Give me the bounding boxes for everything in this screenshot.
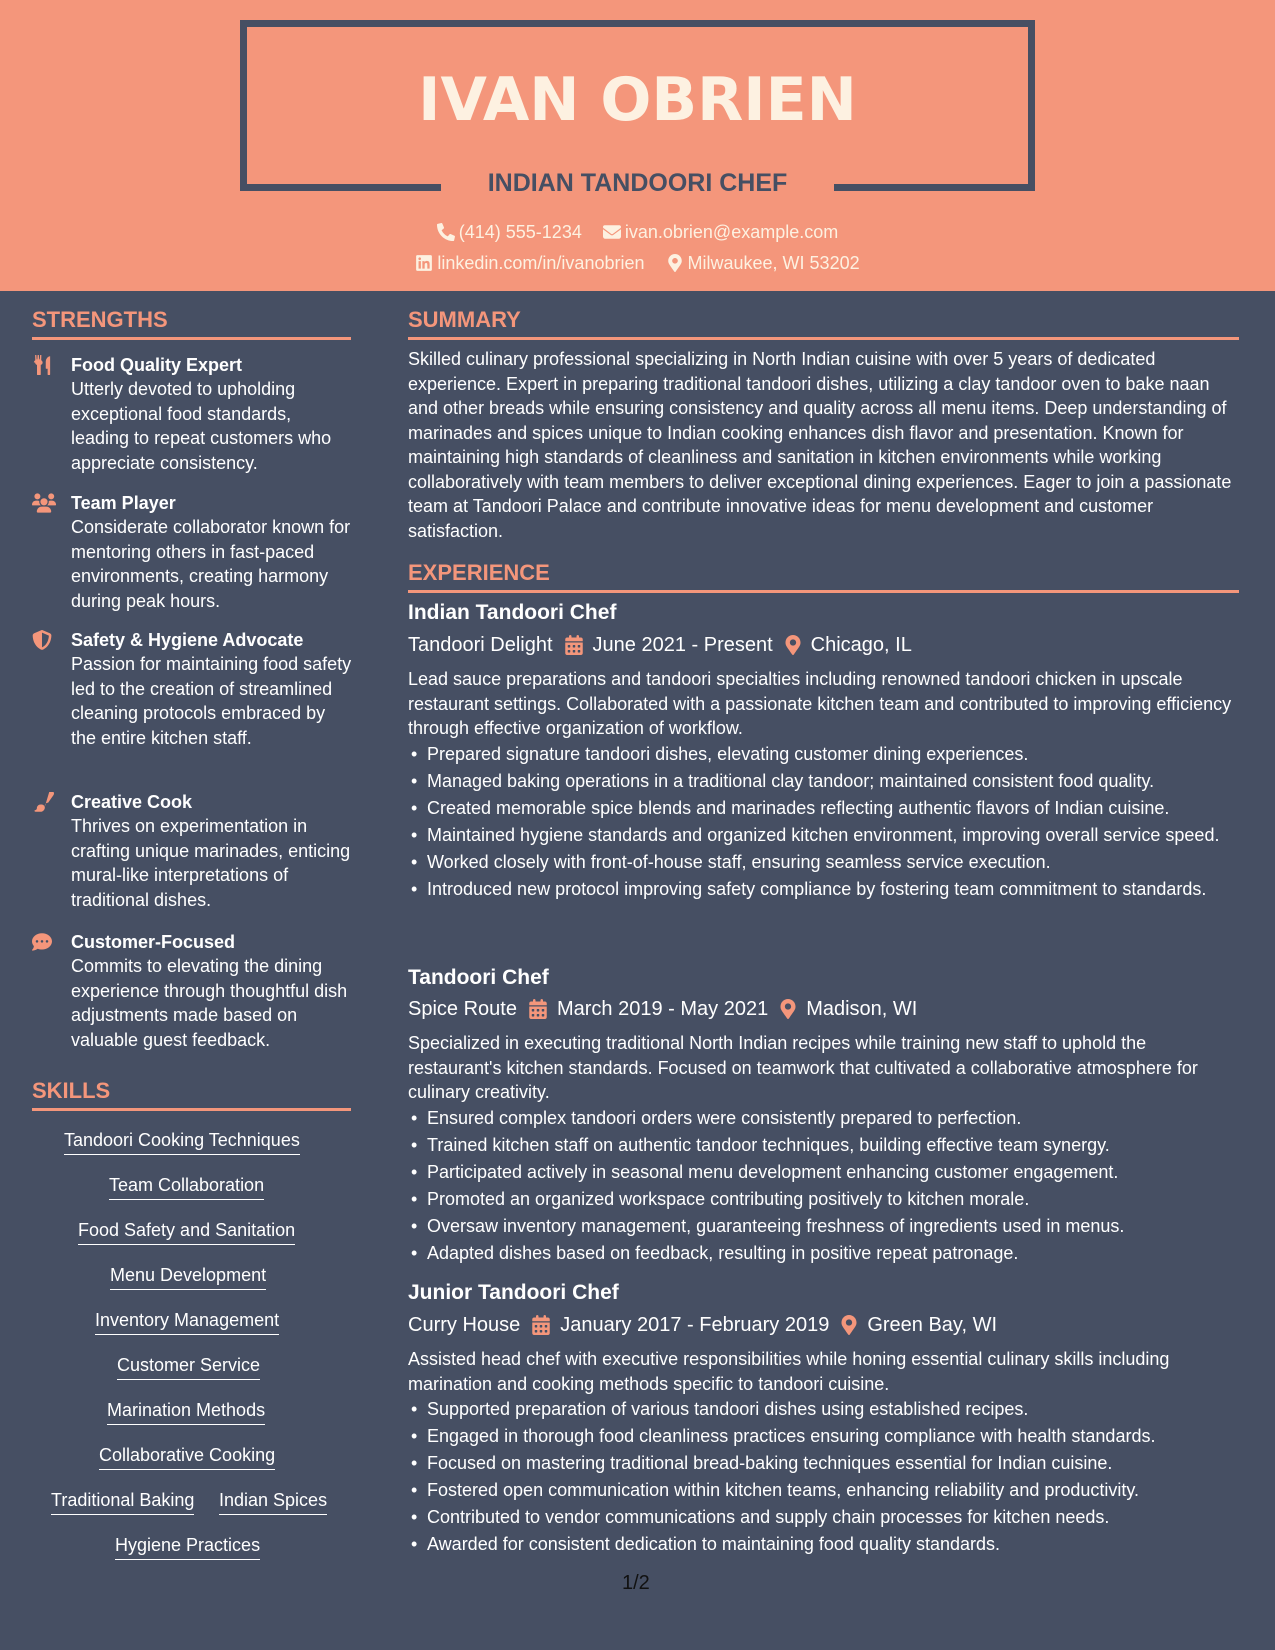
bullet-item: • Maintained hygiene standards and organized kitchen environment, improving overall service speed.: [408, 823, 1238, 847]
job-location: Green Bay, WI: [867, 1314, 997, 1336]
skill-tag: Traditional Baking: [51, 1488, 194, 1515]
skill-tag: Customer Service: [117, 1353, 260, 1380]
skill-tag: Team Collaboration: [109, 1173, 264, 1200]
calendar-icon: [532, 1315, 550, 1335]
candidate-name: IVAN OBRIEN: [418, 65, 857, 135]
job-role: Indian Tandoori Chef: [408, 601, 617, 624]
strength-title: Creative Cook: [71, 792, 193, 812]
job-role: Tandoori Chef: [408, 966, 549, 989]
bullet-item: • Contributed to vendor communications and supply chain processes for kitchen needs.: [408, 1505, 1238, 1529]
bullet-item: • Prepared signature tandoori dishes, elevating customer dining experiences.: [408, 742, 1238, 766]
strength-description: Commits to elevating the dining experience through thoughtful dish adjustments made based on valuable guest feedback.: [71, 956, 348, 1050]
linkedin-text[interactable]: linkedin.com/in/ivanobrien: [437, 253, 645, 273]
company-name: Spice Route: [408, 998, 517, 1020]
email-text[interactable]: ivan.obrien@example.com: [624, 222, 839, 242]
strength-title: Safety & Hygiene Advocate: [71, 630, 304, 650]
summary-text: Skilled culinary professional specializing in North Indian cuisine with over 5 years of dedicated experience. Expert in preparing traditional tandoori dishes, utilizing a clay tandoor oven to bake naan and other breads while ensuring consistency and quality across all menu items. Deep understanding of marinades and spices unique to Indian cooking enhances dish flavor and presentation. Known for maintaining high standards of cleanliness and sanitation in kitchen environments while working collaboratively with team members to deliver exceptional dining experiences. Eager to join a passionate team at Tandoori Palace and contribute innovative ideas for menu development and customer satisfaction.: [408, 349, 1232, 541]
contact-line-1: [0, 220, 1275, 247]
bullet-item: • Ensured complex tandoori orders were consistently prepared to perfection.: [408, 1106, 1238, 1130]
job-description: Specialized in executing traditional North Indian recipes while training new staff to uphold the restaurant's kitchen standards. Focused on teamwork that cultivated a collaborative atmosphere for culinary creativity.: [408, 1033, 1198, 1102]
job-description: Assisted head chef with executive responsibilities while honing essential culinary skills including marination and cooking methods specific to tandoori cuisine.: [408, 1349, 1170, 1394]
location-pin-icon: [666, 254, 684, 272]
strength-item: [32, 790, 352, 912]
strength-description: Considerate collaborator known for mentoring others in fast-paced environments, creating harmony during peak hours.: [71, 517, 351, 611]
skill-tag: Indian Spices: [219, 1488, 327, 1515]
skill-tag: Hygiene Practices: [115, 1533, 260, 1560]
summary-divider: [408, 337, 1239, 340]
job-title: INDIAN TANDOORI CHEF: [487, 169, 788, 197]
strength-description: Utterly devoted to upholding exceptional food standards, leading to repeat customers who appreciate consistency.: [71, 379, 332, 473]
utensils-icon: [32, 355, 56, 375]
bullet-item: • Participated actively in seasonal menu development enhancing customer engagement.: [408, 1160, 1238, 1184]
bullet-item: • Fostered open communication within kitchen teams, enhancing reliability and productivity.: [408, 1478, 1238, 1502]
bullet-item: • Supported preparation of various tandoori dishes using established recipes.: [408, 1397, 1238, 1421]
job-meta: [408, 995, 917, 1023]
location-pin-icon: [780, 999, 796, 1019]
strength-description: Passion for maintaining food safety led to the creation of streamlined cleaning protocols embraced by the entire kitchen staff.: [71, 654, 352, 748]
bullet-item: • Worked closely with front-of-house staff, ensuring seamless service execution.: [408, 850, 1238, 874]
paintbrush-icon: [32, 792, 56, 812]
job-bullets: [408, 1397, 1238, 1559]
skill-tag: Food Safety and Sanitation: [78, 1218, 295, 1245]
job-role: Junior Tandoori Chef: [408, 1281, 619, 1304]
experience-heading: EXPERIENCE: [408, 560, 550, 585]
skill-tag: Collaborative Cooking: [99, 1443, 275, 1470]
skills-divider: [32, 1108, 351, 1111]
job-dates: June 2021 - Present: [592, 634, 773, 656]
calendar-icon: [565, 635, 583, 655]
bullet-item: • Adapted dishes based on feedback, resulting in positive repeat patronage.: [408, 1241, 1238, 1265]
bullet-item: • Engaged in thorough food cleanliness practices ensuring compliance with health standards.: [408, 1424, 1238, 1448]
bullet-item: • Managed baking operations in a traditional clay tandoor; maintained consistent food quality.: [408, 769, 1238, 793]
company-name: Tandoori Delight: [408, 634, 553, 656]
job-description: Lead sauce preparations and tandoori specialties including renowned tandoori chicken in upscale restaurant settings. Collaborated with a passionate kitchen team and contributed to improving efficiency through effective organization of workflow.: [408, 669, 1232, 738]
location-contact: [666, 251, 860, 275]
location-pin-icon: [841, 1315, 857, 1335]
linkedin-contact[interactable]: [415, 251, 644, 275]
skill-tag: Menu Development: [110, 1263, 266, 1290]
job-location: Chicago, IL: [810, 634, 912, 656]
skill-tag: Tandoori Cooking Techniques: [64, 1128, 300, 1155]
strength-item: [32, 930, 352, 1052]
skill-tag: Marination Methods: [107, 1398, 265, 1425]
strength-title: Customer-Focused: [71, 932, 236, 952]
job-dates: January 2017 - February 2019: [560, 1314, 830, 1336]
strength-description: Thrives on experimentation in crafting unique marinades, enticing mural-like interpretations of traditional dishes.: [71, 816, 351, 910]
strength-item: [32, 353, 352, 475]
phone-contact: [437, 220, 582, 244]
bullet-item: • Created memorable spice blends and marinades reflecting authentic flavors of Indian cuisine.: [408, 796, 1238, 820]
strengths-heading: STRENGTHS: [32, 307, 168, 332]
job-location: Madison, WI: [806, 998, 918, 1020]
experience-divider: [408, 590, 1239, 593]
location-text: Milwaukee, WI 53202: [687, 253, 860, 273]
shield-icon: [32, 630, 56, 650]
location-pin-icon: [785, 635, 801, 655]
job-bullets: [408, 1106, 1238, 1268]
skill-tag: Inventory Management: [95, 1308, 279, 1335]
strength-item: [32, 628, 352, 750]
phone-text: (414) 555-1234: [458, 222, 582, 242]
strengths-divider: [32, 337, 351, 340]
strength-item: [32, 491, 352, 613]
calendar-icon: [529, 999, 547, 1019]
bullet-item: • Oversaw inventory management, guaranteeing freshness of ingredients used in menus.: [408, 1214, 1238, 1238]
comment-dots-icon: [32, 932, 56, 952]
contact-line-2: [0, 251, 1275, 278]
phone-icon: [437, 223, 455, 241]
skills-heading: SKILLS: [32, 1078, 111, 1103]
job-dates: March 2019 - May 2021: [556, 998, 769, 1020]
bullet-item: • Introduced new protocol improving safety compliance by fostering team commitment to standards.: [408, 877, 1238, 901]
bullet-item: • Focused on mastering traditional bread-baking techniques essential for Indian cuisine.: [408, 1451, 1238, 1475]
linkedin-icon: [415, 254, 433, 272]
job-meta: [408, 1311, 997, 1339]
users-icon: [32, 493, 56, 513]
email-contact[interactable]: [603, 220, 838, 244]
bullet-item: • Promoted an organized workspace contributing positively to kitchen morale.: [408, 1187, 1238, 1211]
resume-header: [0, 0, 1275, 291]
job-meta: [408, 631, 912, 659]
strength-title: Food Quality Expert: [71, 355, 243, 375]
page-number: 1/2: [622, 1572, 650, 1594]
job-bullets: [408, 742, 1238, 904]
bullet-item: • Awarded for consistent dedication to maintaining food quality standards.: [408, 1532, 1238, 1556]
summary-heading: SUMMARY: [408, 307, 521, 332]
company-name: Curry House: [408, 1314, 521, 1336]
bullet-item: • Trained kitchen staff on authentic tandoor techniques, building effective team synergy.: [408, 1133, 1238, 1157]
envelope-icon: [603, 223, 621, 241]
strength-title: Team Player: [71, 493, 176, 513]
